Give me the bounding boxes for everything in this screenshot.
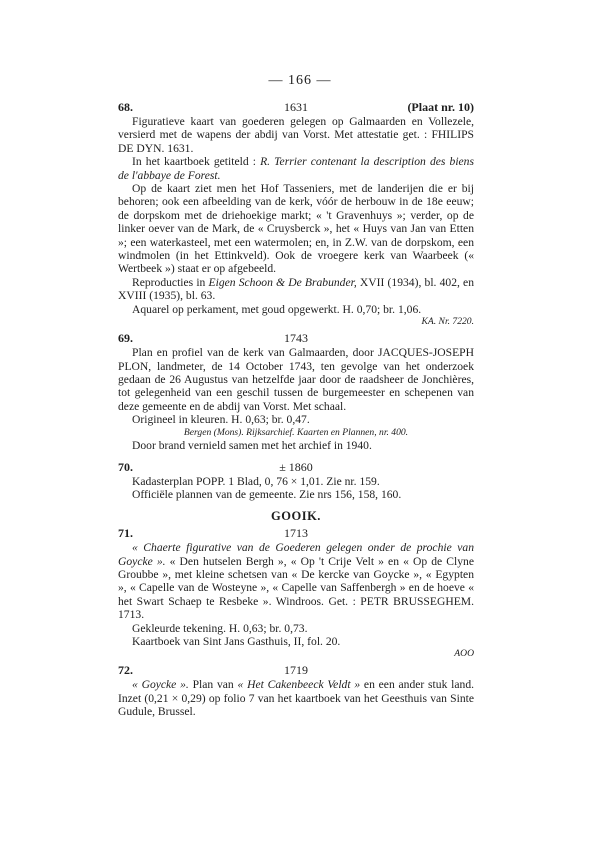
entry-year: ± 1860 (279, 459, 313, 474)
entry-header (118, 330, 474, 346)
journal-title: Eigen Schoon & De Brabunder, (208, 275, 357, 289)
entry-70 (118, 459, 474, 502)
place-name: « Goycke ». (132, 678, 189, 692)
book-title: R. Terrier contenant la description des biens de l'abbaye de Forest. (118, 155, 474, 182)
text-prefix: Reproducties in (132, 275, 209, 289)
entry-year: 1719 (284, 663, 308, 678)
note-paragraph: Officiële plannen van de gemeente. Zie nrs 156, 158, 160. (132, 488, 402, 502)
entry-year: 1713 (284, 526, 308, 541)
section-title: GOOIK. (271, 508, 321, 523)
source-reference: Bergen (Mons). Rijksarchief. Kaarten en Plannen, nr. 400. (183, 426, 409, 438)
text-prefix: In het kaartboek getiteld : (132, 155, 261, 169)
entry-number: 70. (118, 459, 133, 474)
entry-header (118, 525, 474, 541)
entry-description (118, 541, 474, 621)
kaartboek-title-paragraph (118, 155, 474, 182)
entry-68 (118, 99, 474, 328)
description-text: en een ander stuk land. Inzet (0,21 × 0,29) op folio 7 van het kaartboek van het Geesthuis van Sinte Gudule, Brussel. (118, 678, 475, 719)
page-number: — 166 — (268, 73, 332, 88)
map-content-paragraph: Op de kaart ziet men het Hof Tasseniers, met de landerijen die er bij behoren; ook een afbeelding van de kerk, vóór de herbouw in de 18e eeuw; de dorpskom met de driehoekige markt; « 't Gravenhuys »; verder, op de linker oever van de Mark, de « Cruysberck », het « Huys van Jan van Etten »; een waterkasteel, met een watermolen; en, in Z.W. van de dorpskom, een windmolen (in het Ettinkveld). Ook de vroegere kerk van Waarbeek (« Wertbeek ») staat er op afgebeeld. (118, 182, 474, 276)
entry-description: Figuratieve kaart van goederen gelegen op Galmaarden en Vollezele, versierd met de wapens der abdij van Vorst. Met attestatie get. : FHILIPS DE DYN. 1631. (118, 115, 474, 155)
entry-69 (118, 330, 474, 452)
note-paragraph: Door brand vernield samen met het archief in 1940. (132, 438, 372, 452)
medium-paragraph: Gekleurde tekening. H. 0,63; br. 0,73. (132, 621, 308, 635)
entry-header (118, 662, 474, 678)
map-title: « Chaerte figurative van de Goederen gelegen onder de prochie van Goycke ». (118, 541, 474, 568)
description-text: Plan van (188, 678, 238, 692)
entry-72 (118, 662, 474, 718)
entry-number: 69. (118, 331, 133, 346)
entry-year: 1631 (284, 100, 308, 114)
text-suffix: XVII (1934), bl. 402, en XVIII (1935), bl. 63. (118, 275, 474, 303)
entry-number: 71. (118, 526, 133, 541)
entry-description (118, 678, 474, 718)
entry-71 (118, 525, 474, 660)
source-reference: AOO (454, 648, 474, 660)
map-title: « Het Cakenbeeck Veldt » (237, 678, 361, 692)
entry-header (118, 99, 474, 115)
spacer (118, 452, 474, 457)
medium-paragraph: Origineel in kleuren. H. 0,63; br. 0,47. (132, 413, 310, 427)
entry-number: 72. (118, 663, 133, 678)
page-content (118, 97, 474, 719)
entry-header (118, 459, 474, 475)
entry-number: 68. (118, 100, 133, 114)
source-reference: KA. Nr. 7220. (421, 316, 474, 328)
description-text: « Den hutselen Bergh », « Op 't Crije Velt » en « Op de Clyne Groubbe », met kleine schetsen van « De kercke van Goycke », « Egypten », « Capelle van de Wosteyne », « Capelle van Saffenbergh » en de hoeve « het Swart Schaep te Resbeke ». Windroos. Get. : PETR BRUSSEGHEM. 1713. (118, 554, 474, 622)
entry-description: Plan en profiel van de kerk van Galmaarden, door JACQUES-JOSEPH PLON, landmeter, de 14 October 1743, ten gevolge van het onderzoek gedaan de 26 Augustus van hetzelfde jaar door de raadsheer de Jonchières, tot gelegenheid van een geschil tussen de burgemeester en schepenen van deze gemeente en de abdij van Vorst. Met schaal. (118, 346, 474, 413)
plate-reference: (Plaat nr. 10) (407, 100, 474, 114)
reproductions-paragraph (118, 276, 474, 303)
kaartboek-paragraph: Kaartboek van Sint Jans Gasthuis, II, fol. 20. (132, 635, 341, 648)
entry-year: 1743 (284, 331, 308, 346)
medium-paragraph: Aquarel op perkament, met goud opgewerkt. H. 0,70; br. 1,06. (132, 302, 422, 316)
entry-description: Kadasterplan POPP. 1 Blad, 0, 76 × 1,01. Zie nr. 159. (132, 474, 380, 488)
